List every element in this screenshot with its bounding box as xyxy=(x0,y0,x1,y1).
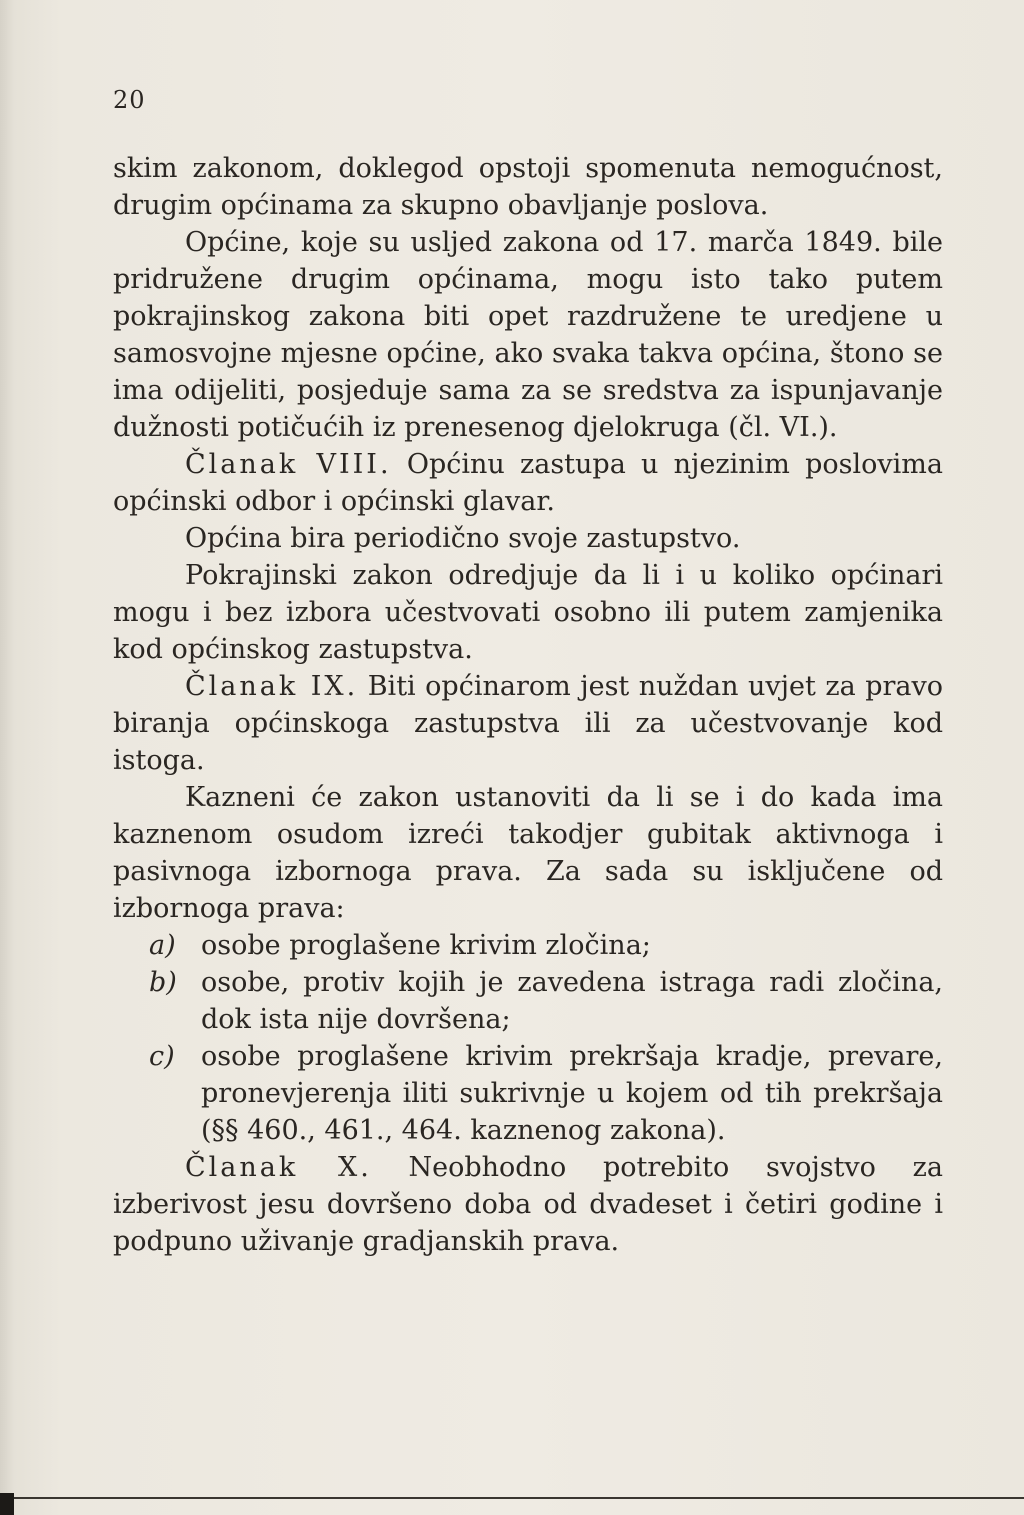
article-text: Biti općinarom jest nuždan uvjet za pravo biranja općinskoga zastupstva ili za učestvovanje kod istoga. xyxy=(113,671,943,776)
article-text: Općinu zastupa u njezinim poslovima općinski odbor i općinski glavar. xyxy=(113,449,943,517)
paragraph: skim zakonom, doklegod opstoji spomenuta nemogućnost, drugim općinama za skupno obavljanje poslova. xyxy=(113,153,943,221)
list-marker: b) xyxy=(149,967,177,998)
page-number: 20 xyxy=(113,86,146,114)
list-item xyxy=(113,1038,943,1149)
article-heading: Članak X. xyxy=(185,1152,372,1183)
list-text: osobe, protiv kojih je zavedena istraga radi zločina, dok ista nije dovršena; xyxy=(201,967,943,1035)
list-item xyxy=(113,964,943,1038)
paragraph xyxy=(113,446,943,520)
paragraph: Općine, koje su usljed zakona od 17. marča 1849. bile pridružene drugim općinama, mogu isto tako putem pokrajinskog zakona biti opet razdružene te uredjene u samosvojne mjesne općine, ako svaka takva općina, štono se ima odijeliti, posjeduje sama za se sredstva za ispunjavanje dužnosti potičućih iz prenesenog djelokruga (čl. VI.). xyxy=(113,227,943,443)
scan-edge-mark xyxy=(0,1493,14,1515)
paragraph: Pokrajinski zakon odredjuje da li i u koliko općinari mogu i bez izbora učestvovati osobno ili putem zamjenika kod općinskog zastupstva. xyxy=(113,560,943,665)
article-heading: Članak IX. xyxy=(185,671,359,702)
paragraph xyxy=(113,668,943,779)
list-marker: c) xyxy=(149,1041,175,1072)
paragraph: Općina bira periodično svoje zastupstvo. xyxy=(185,523,741,554)
article-heading: Članak VIII. xyxy=(185,449,392,480)
list-text: osobe proglašene krivim prekršaja kradje, prevare, pronevjerenja iliti sukrivnje u kojem od tih prekršaja (§§ 460., 461., 464. kaznenog zakona). xyxy=(201,1041,943,1146)
body-text xyxy=(113,150,943,1260)
list-text: osobe proglašene krivim zločina; xyxy=(201,930,651,961)
list-item xyxy=(113,927,943,964)
paragraph: Kazneni će zakon ustanoviti da li se i do kada ima kaznenom osudom izreći takodjer gubitak aktivnoga i pasivnoga izbornoga prava. Za sada su isključene od izbornoga prava: xyxy=(113,782,943,924)
bottom-rule xyxy=(0,1497,1024,1499)
list-marker: a) xyxy=(149,930,176,961)
paragraph xyxy=(113,1149,943,1260)
binding-shadow xyxy=(0,0,14,1515)
article-text: Neobhodno potrebito svojstvo za izberivost jesu dovršeno doba od dvadeset i četiri godine i podpuno uživanje gradjanskih prava. xyxy=(113,1152,943,1257)
